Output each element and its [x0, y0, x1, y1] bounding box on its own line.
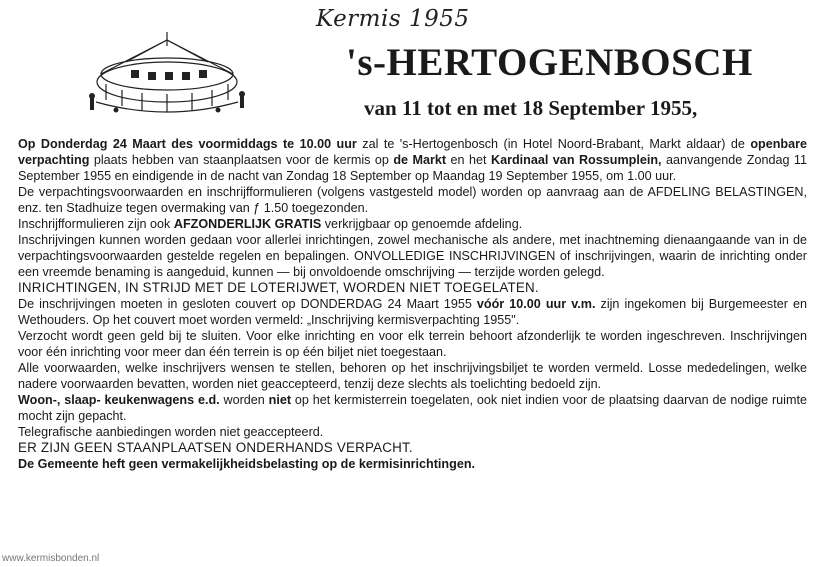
- announcement-body: [18, 136, 807, 472]
- auction-date: Op Donderdag 24 Maart des voormiddags te 10.00 uur: [18, 137, 357, 151]
- text-span: worden: [219, 393, 269, 407]
- text-span: aanvangende Zondag 11 September 1955 en eindigende in de nacht van Zondag 18 September op Maandag 19 September 1955, om 1.00 uur.: [18, 153, 807, 183]
- text-span: zijn ingekomen bij Burgemeester en Wethouders. Op het couvert moet worden vermeld: „Inschrijving kermisverpachting 1955".: [18, 297, 807, 327]
- paragraph-auction: [18, 136, 807, 184]
- paragraph-private: ER ZIJN GEEN STAANPLAATSEN ONDERHANDS VERPACHT.: [18, 440, 413, 455]
- paragraph-money: Verzocht wordt geen geld bij te sluiten. Voor elke inrichting en voor elk terrein behoort afzonderlijk te worden ingeschreven. Inschrijvingen voor één inrichting voor meer dan één terrein is op één biljet niet toegestaan.: [18, 329, 807, 359]
- paragraph-forms: [18, 216, 807, 232]
- deadline-time: vóór 10.00 uur v.m.: [476, 297, 596, 311]
- watermark-url: www.kermisbonden.nl: [2, 553, 100, 564]
- text-span: zal te 's-Hertogenbosch (in Hotel Noord-Brabant, Markt aldaar) de: [356, 137, 751, 151]
- carousel-illustration: [86, 22, 248, 114]
- tax-notice: De Gemeente heft geen vermakelijkheidsbelasting op de kermisinrichtingen.: [18, 457, 476, 471]
- wagons: Woon-, slaap- keukenwagens e.d.: [18, 393, 220, 407]
- city-title: 's-HERTOGENBOSCH: [346, 41, 753, 84]
- paragraph-tax: [18, 456, 807, 472]
- paragraph-envelope: [18, 296, 807, 328]
- paragraph-terms: Alle voorwaarden, welke inschrijvers wensen te stellen, behoren op het inschrijvingsbiljet te worden vermeld. Losse mededelingen, welke nadere voorwaarden bevatten, worden niet geaccepteerd, tenzij deze slechts als toelichting bedoeld zijn.: [18, 361, 807, 391]
- free-forms: AFZONDERLIJK GRATIS: [173, 217, 322, 231]
- not-word: niet: [268, 393, 292, 407]
- text-span: op het kermisterrein toegelaten, ook niet indien voor de plaatsing daarvan de nodige ruimte mocht zijn gepacht.: [18, 393, 807, 423]
- paragraph-conditions: De verpachtingsvoorwaarden en inschrijfformulieren (volgens vastgesteld model) worden op aanvraag aan de AFDELING BELASTINGEN, enz. ten Stadhuize tegen overmaking van ƒ 1.50 toegezonden.: [18, 185, 807, 215]
- location-markt: de Markt: [393, 153, 447, 167]
- text-span: verkrijgbaar op genoemde afdeling.: [321, 217, 523, 231]
- text-span: en het: [446, 153, 491, 167]
- paragraph-registrations: Inschrijvingen kunnen worden gedaan voor allerlei inrichtingen, zowel mechanische als andere, met inachtneming dienaangaande van in de verpachtingsvoorwaarden gestelde regelen en bepalingen. ONVOLLEDIGE INSCHRIJVINGEN of inschrijvingen, waarin de inrichting onder een vreemde benaming is aangeduid, kunnen — bij onvoldoende omschrijving — terzijde worden gelegd.: [18, 233, 807, 279]
- text-span: De inschrijvingen moeten in gesloten couvert op DONDERDAG 24 Maart 1955: [18, 297, 477, 311]
- text-span: Inschrijfformulieren zijn ook: [18, 217, 174, 231]
- location-plein: Kardinaal van Rossumplein,: [490, 153, 662, 167]
- kermis-title: Kermis 1955: [316, 6, 470, 32]
- paragraph-lottery: INRICHTINGEN, IN STRIJD MET DE LOTERIJWET, WORDEN NIET TOEGELATEN.: [18, 280, 539, 295]
- paragraph-telegraph: Telegrafische aanbiedingen worden niet geaccepteerd.: [18, 425, 324, 439]
- paragraph-wagons: [18, 392, 807, 424]
- event-dates: van 11 tot en met 18 September 1955,: [364, 96, 698, 120]
- text-span: plaats hebben van staanplaatsen voor de kermis op: [89, 153, 394, 167]
- public-auction: openbare verpachting: [18, 137, 808, 167]
